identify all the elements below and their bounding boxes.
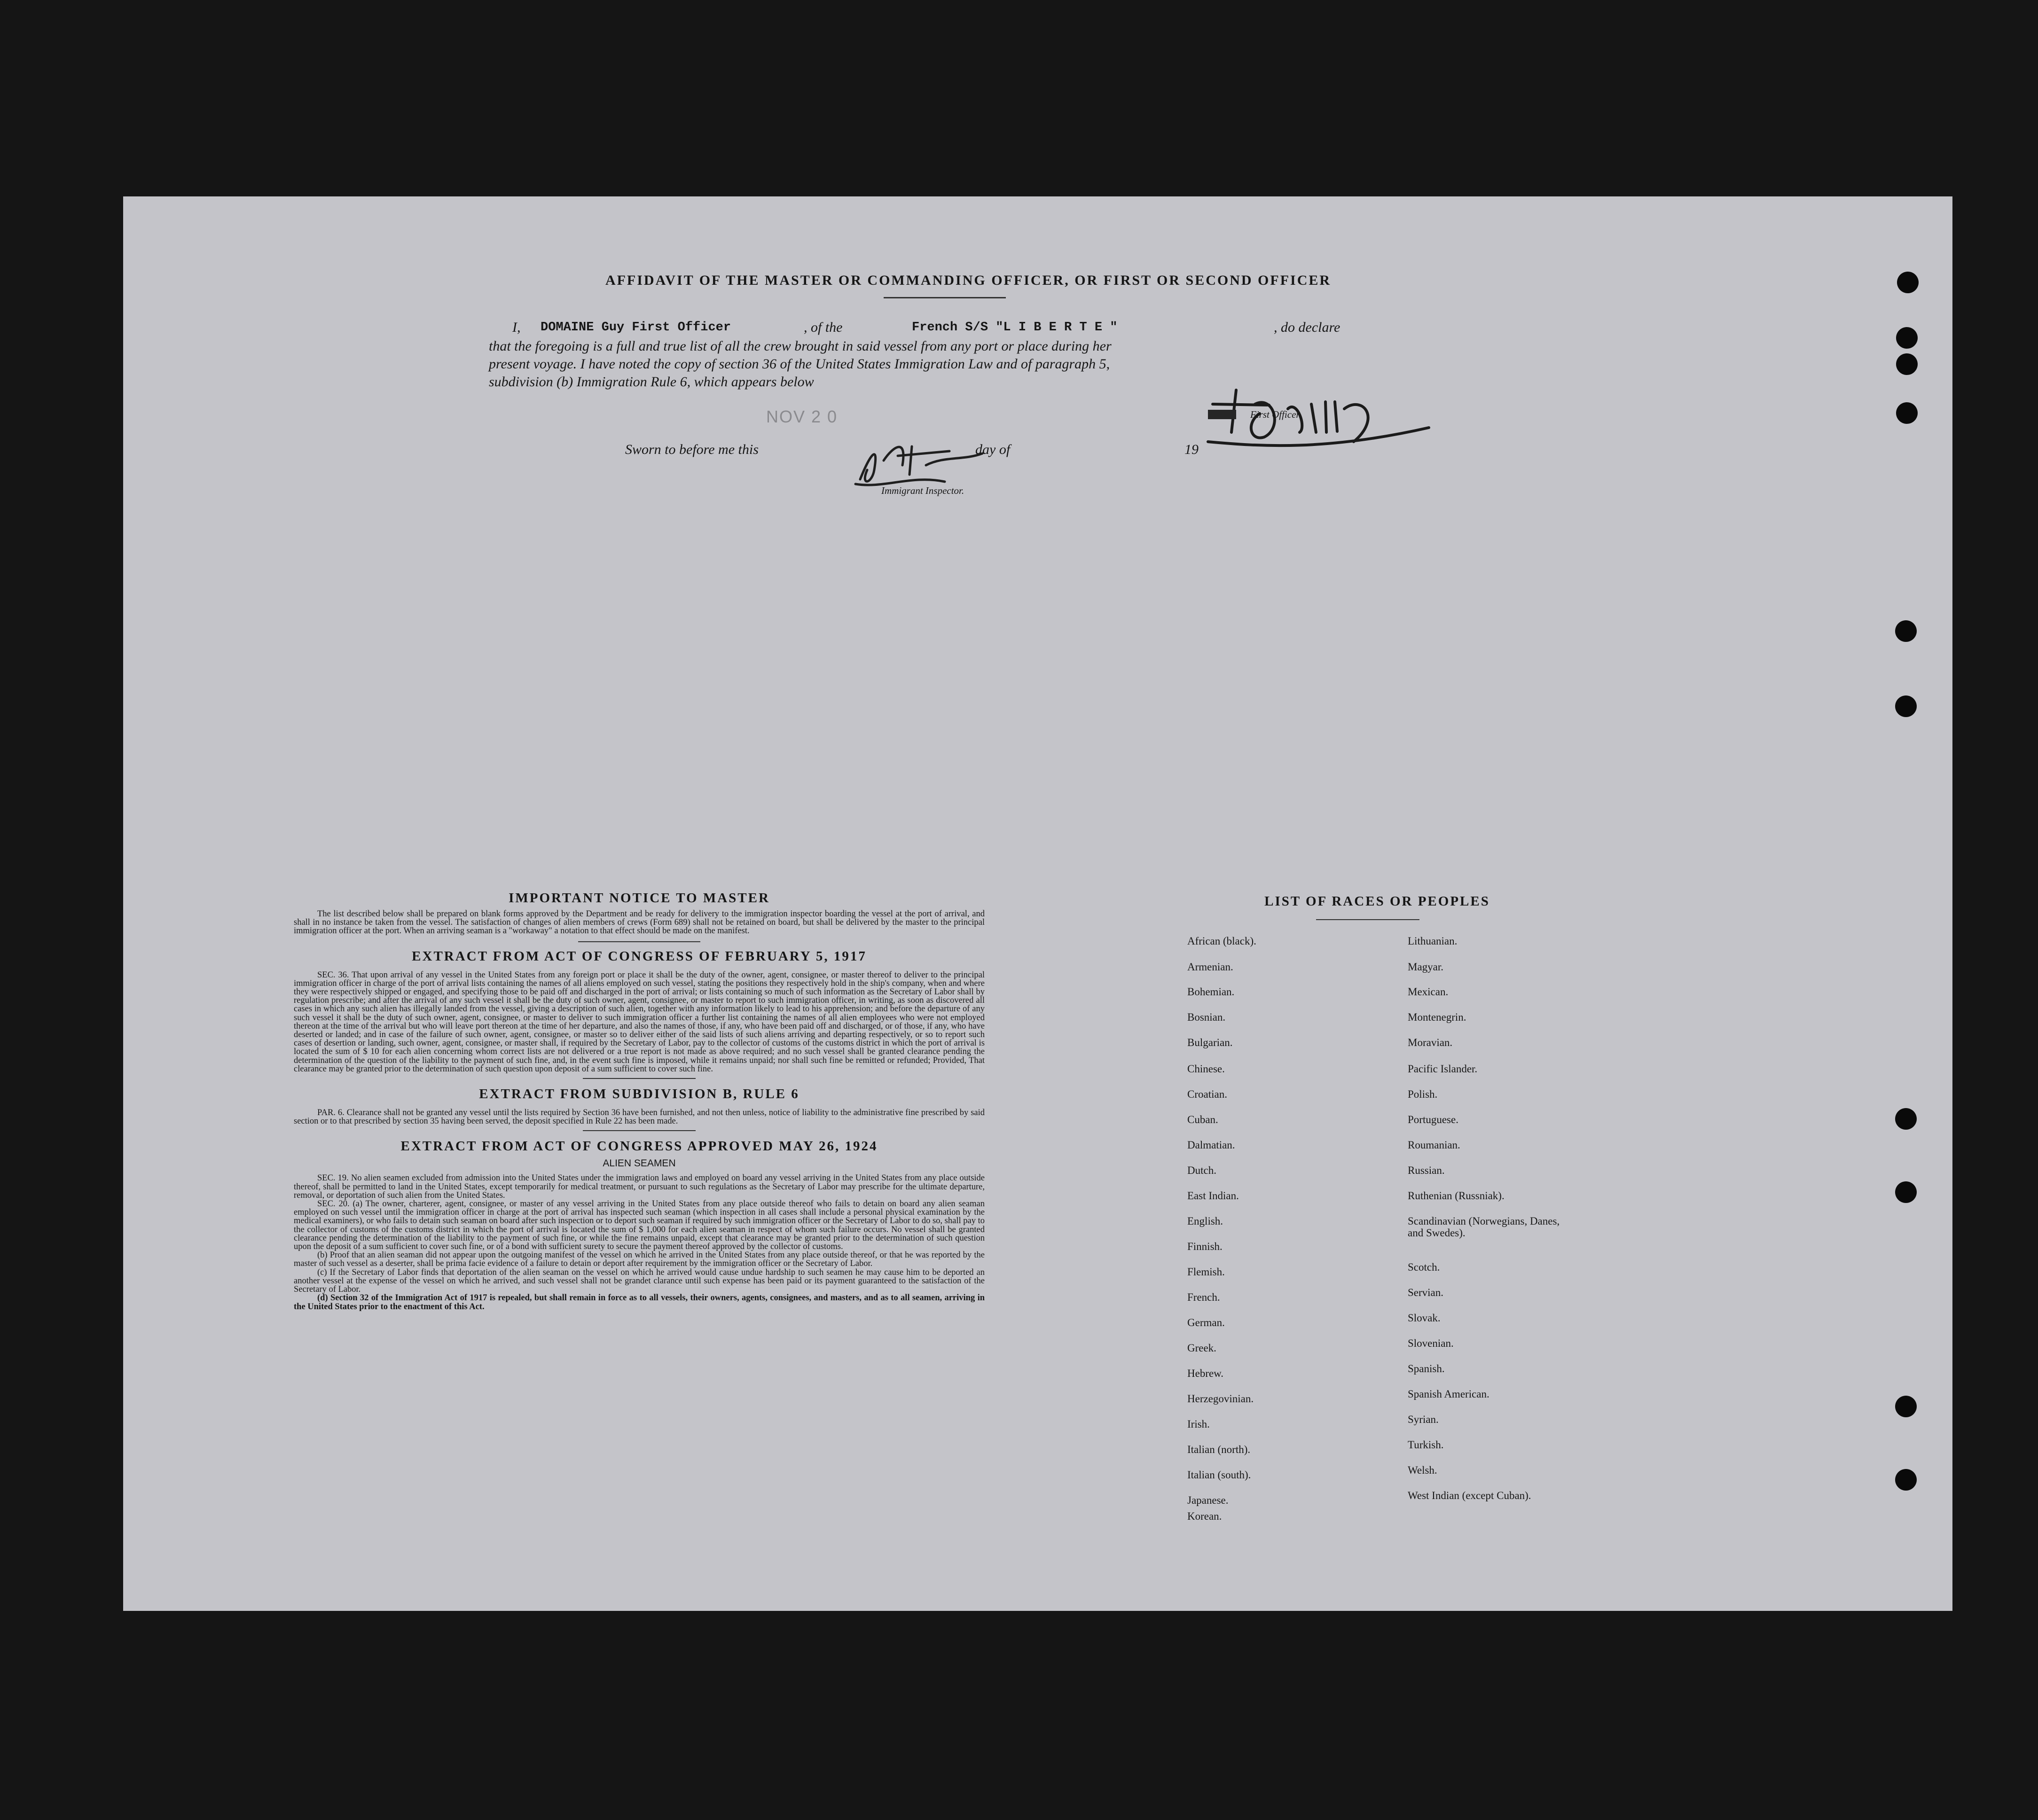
race-item: East Indian.	[1187, 1190, 1239, 1202]
race-item: Croatian.	[1187, 1088, 1227, 1100]
race-item: Irish.	[1187, 1418, 1210, 1430]
binder-hole-icon	[1896, 353, 1918, 375]
race-item: Bohemian.	[1187, 986, 1235, 998]
extract1-text: SEC. 36. That upon arrival of any vessel in the United States from any foreign port or place it shall be the duty of the owner, agent, consignee, or master thereof to deliver to the principal immigration officer in charge of the port of arrival lists containing the names of all aliens employed on such vessel, stating the positions they respectively hold in the ship's company, when and where they were respectively shipped or engaged, and specifying those to be paid off and discharged in the port of arrival; or lists containing so much of such information as the Secretary of Labor shall by regulation prescribe; and after the arrival of any such vessel it shall be the duty of such owner, agent, consignee, or master to report to such immigration officer, in writing, as soon as discovered all cases in which any such alien has illegally landed from the vessel, giving a description of such alien, together with any information likely to lead to his apprehension; and before the departure of any such vessel it shall be the duty of such owner, agent, consignee, or master to deliver to such immigration officer a further list containing the names of all alien employees who were not employed thereon at the time of the arrival but who will leave port thereon at the time of her departure, and also the names of those, if any, who have been paid off and discharged, or of those, if any, who have deserted or landed; and in case of the failure of such owner, agent, consignee, or master so to deliver either of the said lists of such aliens arriving and departing respectively, or so to report such cases of desertion or landing, such owner, agent, consignee, or master shall, if required by the Secretary of Labor, pay to the collector of customs of the customs district in which the port of arrival is located the sum of $ 10 for each alien concerning whom correct lists are not delivered or a true report is not made as above required; and no such vessel shall be granted clearance pending the determination of the question of the liability to the payment of such fine, and, in the event such fine is imposed, while it remains unpaid; nor shall such fine be remitted or refunded; Provided, That clearance may be granted prior to the determination of such question upon deposit of a sum sufficient to cover such fine.	[294, 970, 985, 1074]
extract3-sec20c: (c) If the Secretary of Labor finds that deportation of the alien seaman on the vessel on which he arrived would cause undue hardship to such seamen he may cause him to be deported an another vessel at the expense of the vessel on which he arrived, and such vessel shall not be grandet clarance until such expense has been paid or its payment guaranteed to the satisfaction of the Secretary of Labor.	[294, 1267, 985, 1295]
race-item: Hebrew.	[1187, 1367, 1224, 1379]
date-stamp: NOV 2 0	[766, 407, 838, 426]
race-item: Welsh.	[1408, 1464, 1437, 1476]
races-title: LIST OF RACES OR PEOPLES	[1264, 894, 1490, 909]
typed-vessel: French S/S "L I B E R T E "	[912, 320, 1118, 335]
binder-hole-icon	[1896, 402, 1918, 424]
affidavit-line-2: that the foregoing is a full and true list of all the crew brought in said vessel from any port or place during her	[489, 338, 1112, 354]
title-rule	[884, 297, 1006, 298]
extract3-sec20a: SEC. 20. (a) The owner, charterer, agent, consignee, or master of any vessel arriving in the United States from any place outside thereof who fails to detain on board any alien seaman employed on such vessel until the immigration officer in charge at the port of arrival has inspected such seaman (which inspection in all cases shall include a personal physical examination by the medical examiners), or who fails to detain such seaman on board after such inspection or to deport such seaman if required by such immigration officer or the Secretary of Labor to do so, shall pay to the collector of customs of the customs district in which the port of arrival is located the sum of $ 1,000 for each alien seaman in respect of whom such failure occurs. No vessel shall be granted clearance pending the determination of the liability to the payment of such fine, or while the fine remains unpaid, except that clearance may be granted prior to the determination of such question upon the deposit of a sum sufficient to cover such fine, or of a bond with sufficient surety to secure the payment thereof approved by the collector of customs.	[294, 1199, 985, 1252]
binder-hole-icon	[1895, 695, 1917, 717]
extract3-sec20b: (b) Proof that an alien seaman did not appear upon the outgoing manifest of the vessel on which he arrived in the United States from any place outside thereof, or that he was reported by the master of such vessel as a deserter, shall be prima facie evidence of a failure to detain or deport after requirement by the immigration officer or the Secretary of Labor.	[294, 1250, 985, 1269]
race-item: Herzegovinian.	[1187, 1393, 1254, 1405]
race-item: German.	[1187, 1317, 1225, 1328]
extract3-subtitle: ALIEN SEAMEN	[603, 1158, 676, 1169]
race-item: Italian (north).	[1187, 1444, 1251, 1455]
race-item: Portuguese.	[1408, 1114, 1458, 1125]
race-item: Chinese.	[1187, 1063, 1225, 1075]
race-item: Ruthenian (Russniak).	[1408, 1190, 1505, 1202]
binder-hole-icon	[1895, 1469, 1917, 1491]
race-item: Dutch.	[1187, 1164, 1216, 1176]
race-item: Montenegrin.	[1408, 1011, 1466, 1023]
race-item: Armenian.	[1187, 961, 1233, 973]
extract3-title: EXTRACT FROM ACT OF CONGRESS APPROVED MAY 26, 1924	[400, 1139, 878, 1154]
sworn-text: Sworn to before me this	[625, 442, 759, 457]
inspector-signature	[841, 428, 996, 493]
race-item: Spanish American.	[1408, 1388, 1489, 1400]
affidavit-line-4: subdivision (b) Immigration Rule 6, which appears below	[489, 374, 814, 390]
race-item: Syrian.	[1408, 1414, 1439, 1425]
race-item: Magyar.	[1408, 961, 1444, 973]
officer-redaction	[1208, 410, 1236, 419]
inspector-label: Immigrant Inspector.	[881, 485, 964, 496]
binder-hole-icon	[1896, 327, 1918, 349]
race-item: Spanish.	[1408, 1363, 1445, 1375]
do-declare-label: , do declare	[1274, 320, 1340, 335]
race-item: African (black).	[1187, 935, 1256, 947]
race-item: West Indian (except Cuban).	[1408, 1490, 1531, 1501]
race-item: Japanese.	[1187, 1494, 1229, 1506]
officer-label: First Officer.	[1250, 409, 1301, 420]
race-item: Bulgarian.	[1187, 1037, 1233, 1048]
affidavit-title: AFFIDAVIT OF THE MASTER OR COMMANDING OFFICER, OR FIRST OR SECOND OFFICER	[605, 273, 1332, 288]
race-item: Scandinavian (Norwegians, Danes, and Swedes).	[1408, 1215, 1560, 1239]
extract2-title: EXTRACT FROM SUBDIVISION B, RULE 6	[479, 1086, 800, 1102]
race-item: Servian.	[1408, 1287, 1444, 1298]
race-item: Moravian.	[1408, 1037, 1453, 1048]
notice-title: IMPORTANT NOTICE TO MASTER	[509, 890, 770, 906]
extract2-text: PAR. 6. Clearance shall not be granted any vessel until the lists required by Section 36 have been furnished, and not then unless, notice of liability to the administrative fine prescribed by said section or to that prescribed by section 35 having been served, the deposit specified in Rule 22 has been made.	[294, 1108, 985, 1126]
notice-text: The list described below shall be prepared on blank forms approved by the Department and be ready for delivery to the immigration inspector boarding the vessel at the port of arrival, and shall in no instance be taken from the vessel. The satisfaction of changes of alien members of crews (Form 689) shall not be retained on board, but shall be delivered by the master to the principal immigration officer at the port. When an arriving seaman is a "workaway" a notation to that effect should be made on the manifest.	[294, 909, 985, 936]
section-rule	[578, 941, 700, 942]
day-of-label: day of	[975, 442, 1011, 457]
race-item: Bosnian.	[1187, 1011, 1226, 1023]
extract3-sec19: SEC. 19. No alien seamen excluded from admission into the United States under the immigration laws and employed on board any vessel arriving in the United States from any place outside thereof, shall be permitted to land in the United States, except temporarily for medical treatment, or pursuant to such regulations as the Secretary of Labor may prescribe for the ultimate departure, removal, or deportation of such alien from the United States.	[294, 1173, 985, 1200]
race-item: Cuban.	[1187, 1114, 1218, 1125]
race-item: Finnish.	[1187, 1241, 1223, 1252]
extract1-title: EXTRACT FROM ACT OF CONGRESS OF FEBRUARY 5, 1917	[412, 948, 867, 964]
race-item: Dalmatian.	[1187, 1139, 1235, 1151]
race-item: Italian (south).	[1187, 1469, 1251, 1481]
binder-hole-icon	[1895, 620, 1917, 642]
race-item: Korean.	[1187, 1510, 1222, 1522]
binder-hole-icon	[1895, 1396, 1917, 1417]
year-label: 19	[1184, 442, 1199, 457]
race-item: Polish.	[1408, 1088, 1438, 1100]
i-label: I,	[512, 320, 521, 335]
section-rule	[583, 1078, 696, 1079]
race-item: Flemish.	[1187, 1266, 1225, 1278]
extract3-sec20d: (d) Section 32 of the Immigration Act of 1917 is repealed, but shall remain in force as to all vessels, their owners, agents, consignees, and masters, and as to all seamen, arriving in the United States prior to the enactment of this Act.	[294, 1293, 985, 1312]
race-item: Mexican.	[1408, 986, 1449, 998]
race-item: Greek.	[1187, 1342, 1216, 1354]
race-item: Turkish.	[1408, 1439, 1444, 1451]
race-item: English.	[1187, 1215, 1223, 1227]
binder-hole-icon	[1895, 1108, 1917, 1130]
binder-hole-icon	[1897, 272, 1919, 293]
of-the-label: , of the	[804, 320, 843, 335]
typed-name: DOMAINE Guy First Officer	[541, 320, 731, 335]
section-rule	[583, 1130, 696, 1131]
section-rule	[1316, 919, 1419, 920]
officer-signature	[1203, 376, 1448, 456]
race-item: Pacific Islander.	[1408, 1063, 1478, 1075]
race-item: Roumanian.	[1408, 1139, 1460, 1151]
race-item: Russian.	[1408, 1164, 1445, 1176]
race-item: Lithuanian.	[1408, 935, 1458, 947]
race-item: Slovenian.	[1408, 1337, 1454, 1349]
affidavit-line-3: present voyage. I have noted the copy of section 36 of the United States Immigration Law and of paragraph 5,	[489, 356, 1110, 372]
race-item: Scotch.	[1408, 1261, 1440, 1273]
left-column	[294, 890, 985, 1311]
race-item: Slovak.	[1408, 1312, 1441, 1324]
binder-hole-icon	[1895, 1181, 1917, 1203]
race-item: French.	[1187, 1291, 1220, 1303]
